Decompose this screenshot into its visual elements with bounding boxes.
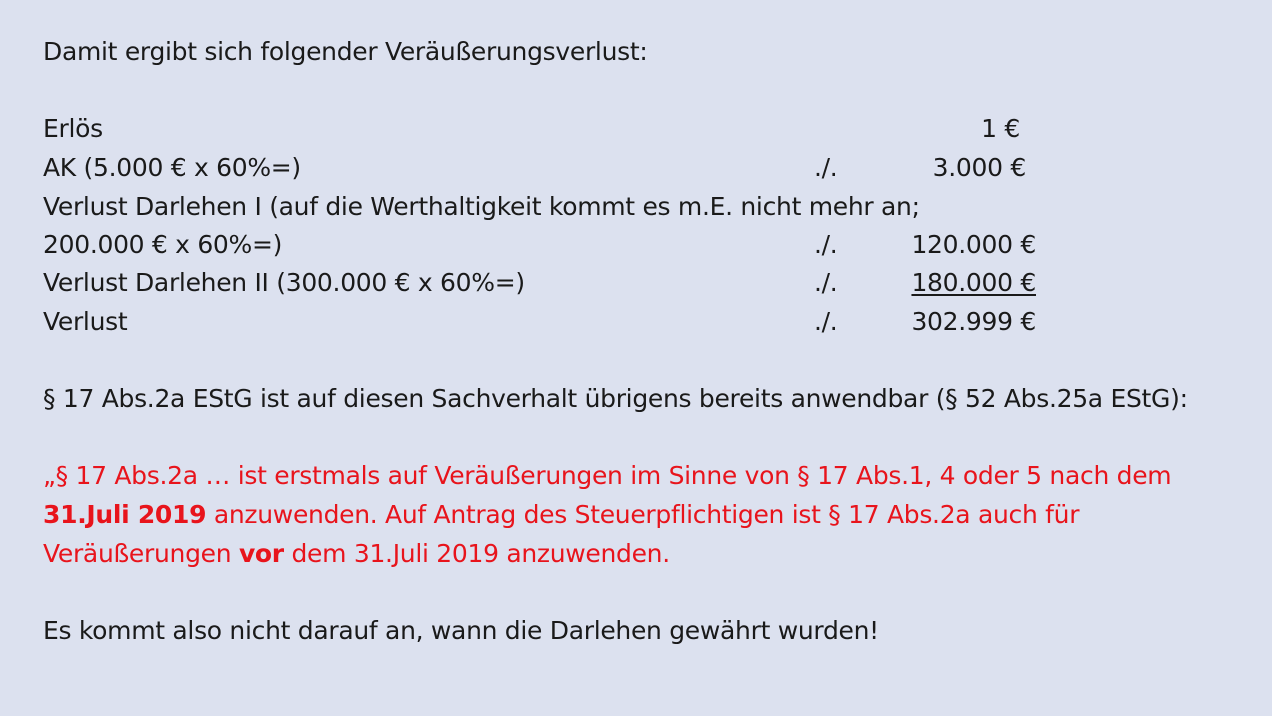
row-op-ak: ./.	[814, 153, 838, 182]
row-label-darlehen-1-calc: 200.000 € x 60%=)	[43, 230, 283, 259]
row-op-darlehen-2: ./.	[814, 268, 838, 297]
row-amount-darlehen-1: 120.000 €	[911, 230, 1036, 259]
quote-line-1: „§ 17 Abs.2a … ist erstmals auf Veräußerungen im Sinne von § 17 Abs.1, 4 oder 5 nach dem	[43, 461, 1172, 490]
row-amount-ak: 3.000 €	[932, 153, 1026, 182]
quote-line-3	[43, 539, 670, 569]
conclusion: Es kommt also nicht darauf an, wann die Darlehen gewährt wurden!	[43, 616, 879, 645]
row-amount-erloes: 1 €	[981, 114, 1020, 143]
quote-vor-bold: vor	[238, 539, 284, 568]
row-label-ak: AK (5.000 € x 60%=)	[43, 153, 301, 182]
quote-date-bold: 31.Juli 2019	[43, 500, 207, 529]
row-amount-verlust: 302.999 €	[911, 307, 1036, 336]
row-label-erloes: Erlös	[43, 114, 103, 143]
legal-note: § 17 Abs.2a EStG ist auf diesen Sachverhalt übrigens bereits anwendbar (§ 52 Abs.25a EStG):	[43, 384, 1188, 413]
quote-line-2	[43, 500, 1079, 530]
row-amount-darlehen-2: 180.000 €	[911, 268, 1036, 297]
row-op-verlust: ./.	[814, 307, 838, 336]
quote-line-3-pre: Veräußerungen	[43, 539, 239, 568]
quote-line-3-post: dem 31.Juli 2019 anzuwenden.	[283, 539, 670, 568]
slide-heading: Damit ergibt sich folgender Veräußerungsverlust:	[43, 37, 648, 66]
slide-edge-bottom	[0, 716, 1280, 720]
row-label-darlehen-2: Verlust Darlehen II (300.000 € x 60%=)	[43, 268, 525, 297]
row-label-darlehen-1: Verlust Darlehen I (auf die Werthaltigkeit kommt es m.E. nicht mehr an;	[43, 192, 920, 221]
quote-line-2-rest: anzuwenden. Auf Antrag des Steuerpflichtigen ist § 17 Abs.2a auch für	[206, 500, 1080, 529]
slide-edge-right	[1272, 0, 1280, 720]
row-label-verlust: Verlust	[43, 307, 128, 336]
row-op-darlehen-1: ./.	[814, 230, 838, 259]
